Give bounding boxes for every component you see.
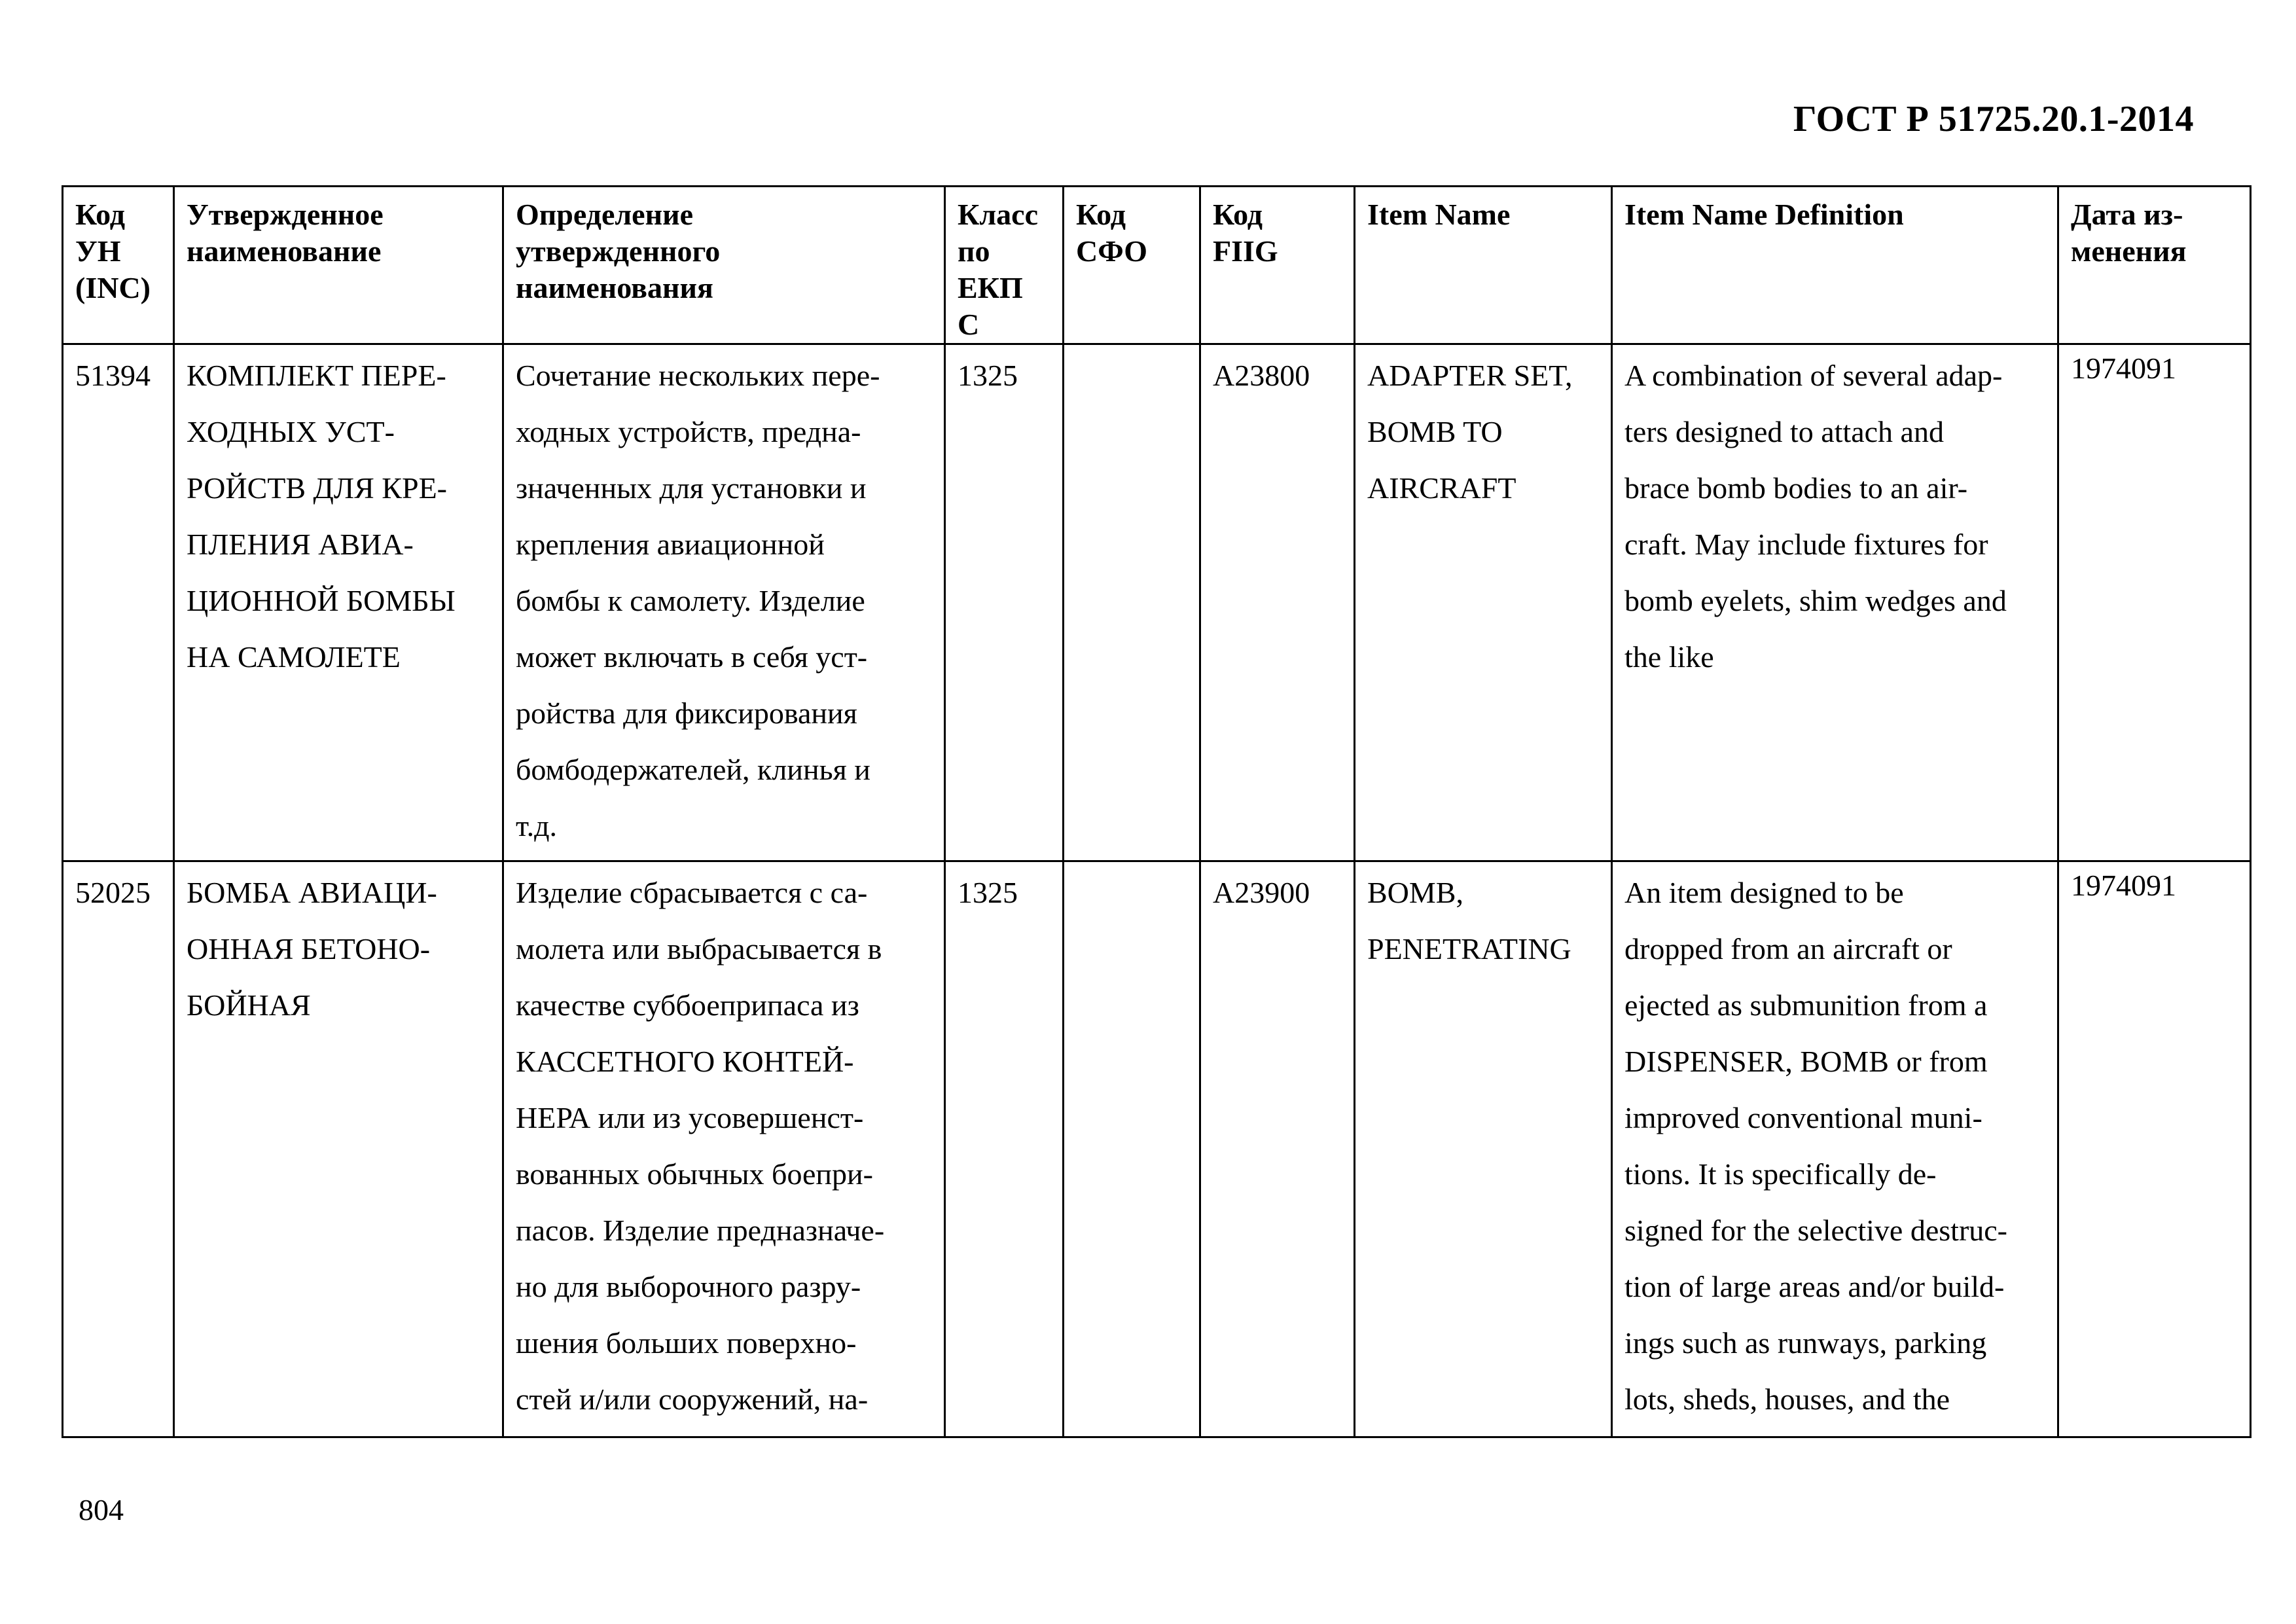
cell-item-definition: A combination of several adap- ters designed to attach and brace bomb bodies to an air- craft. May include fixtures for bomb eyelets, shim wedges and the like — [1612, 344, 2058, 861]
col-header-inc: Код УН (INC) — [63, 187, 174, 344]
cell-class: 1325 — [945, 861, 1064, 1437]
date-value: 1974091 — [2071, 869, 2176, 902]
cell-date — [2058, 344, 2251, 861]
cell-inc: 52025 — [63, 861, 174, 1437]
col-header-class: Класс по ЕКП С — [945, 187, 1064, 344]
cell-item-definition: An item designed to be dropped from an aircraft or ejected as submunition from a DISPENSER, BOMB or from improved conventional muni- tions. It is specifically de- signed for the selective destruc- tion of large areas and/or build- ings such as runways, parking lots, sheds, houses, and the — [1612, 861, 2058, 1437]
cell-fiig: A23900 — [1200, 861, 1355, 1437]
table-row — [63, 861, 2251, 1437]
cell-sfo — [1064, 861, 1200, 1437]
col-header-fiig: Код FIIG — [1200, 187, 1355, 344]
cell-name: КОМПЛЕКТ ПЕРЕ- ХОДНЫХ УСТ- РОЙСТВ ДЛЯ КРЕ- ПЛЕНИЯ АВИА- ЦИОННОЙ БОМБЫ НА САМОЛЕТЕ — [174, 344, 503, 861]
page-number: 804 — [79, 1493, 124, 1526]
nomenclature-table — [62, 185, 2251, 1438]
cell-sfo — [1064, 344, 1200, 861]
col-header-sfo: Код СФО — [1064, 187, 1200, 344]
table-row — [63, 344, 2251, 861]
date-value: 1974091 — [2071, 352, 2176, 385]
col-header-item-definition: Item Name Definition — [1612, 187, 2058, 344]
cell-item-name: ADAPTER SET, BOMB TO AIRCRAFT — [1355, 344, 1612, 861]
cell-fiig: A23800 — [1200, 344, 1355, 861]
cell-inc: 51394 — [63, 344, 174, 861]
cell-name: БОМБА АВИАЦИ- ОННАЯ БЕТОНО- БОЙНАЯ — [174, 861, 503, 1437]
document-code: ГОСТ Р 51725.20.1-2014 — [1793, 99, 2194, 139]
col-header-date: Дата из- менения — [2058, 187, 2251, 344]
cell-definition: Изделие сбрасывается с са- молета или выбрасывается в качестве суббоеприпаса из КАССЕТНОГО КОНТЕЙ- НЕРА или из усовершенст- вованных обычных боепри- пасов. Изделие предназначе- но для выборочного разру- шения больших поверхно- стей и/или сооружений, на- — [503, 861, 945, 1437]
table-header-row — [63, 187, 2251, 344]
col-header-item-name: Item Name — [1355, 187, 1612, 344]
cell-date — [2058, 861, 2251, 1437]
col-header-definition: Определение утвержденного наименования — [503, 187, 945, 344]
col-header-name: Утвержденное наименование — [174, 187, 503, 344]
cell-definition: Сочетание нескольких пере- ходных устройств, предна- значенных для установки и крепления авиационной бомбы к самолету. Изделие может включать в себя уст- ройства для фиксирования бомбодержателей, клинья и т.д. — [503, 344, 945, 861]
cell-item-name: BOMB, PENETRATING — [1355, 861, 1612, 1437]
cell-class: 1325 — [945, 344, 1064, 861]
